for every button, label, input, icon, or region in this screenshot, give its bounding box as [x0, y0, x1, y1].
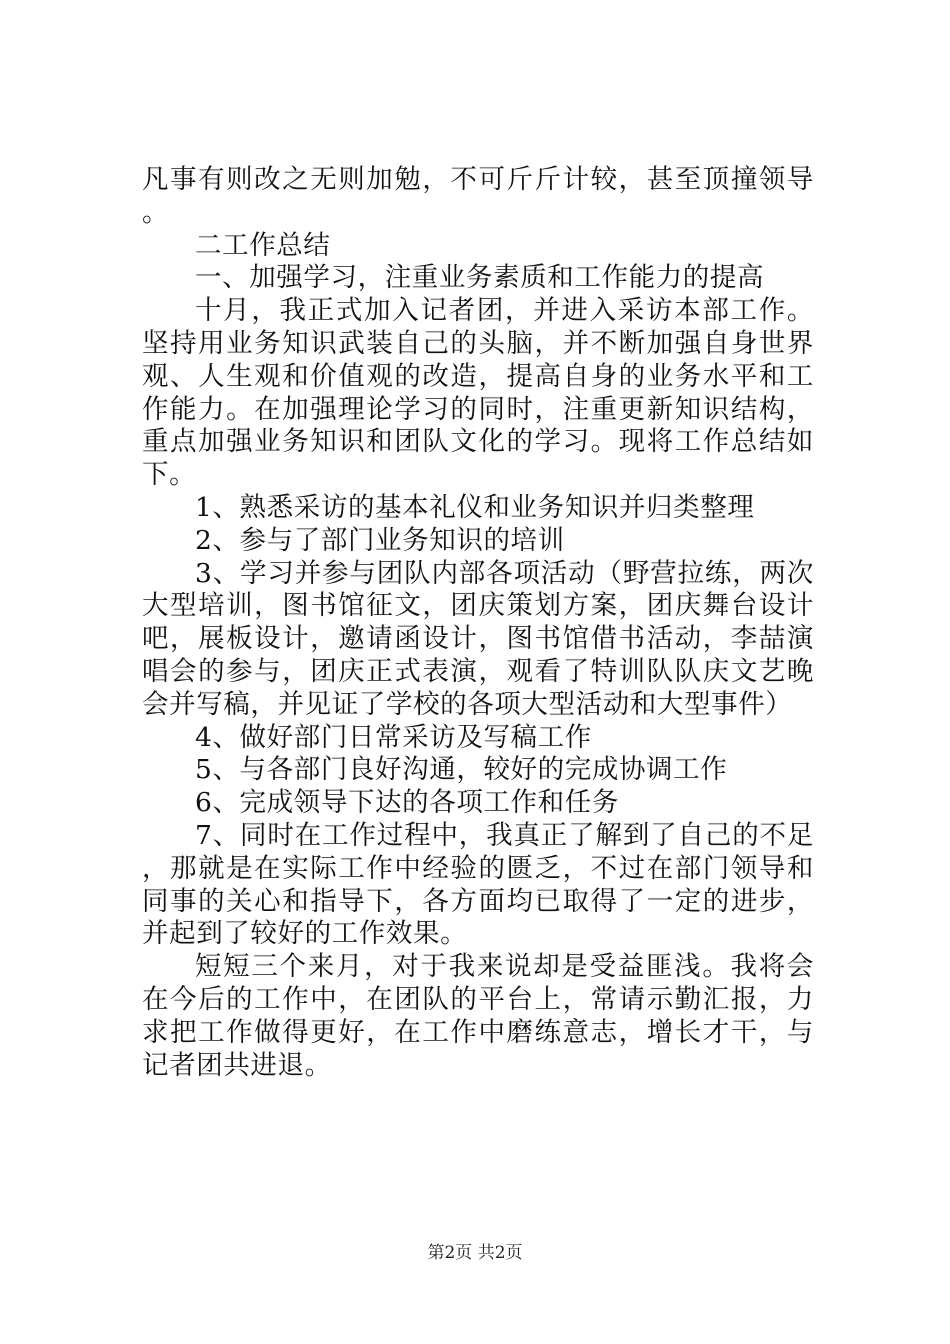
section-heading-work-summary: 二工作总结	[195, 229, 331, 261]
list-item-1: 1、熟悉采访的基本礼仪和业务知识并归类整理	[195, 491, 755, 523]
list-item-3: 3、学习并参与团队内部各项活动（野营拉练，两次大型培训，图书馆征文，团庆策划方案，团庆舞台设计吧，展板设计，邀请函设计，图书馆借书活动，李喆演唱会的参与，团庆正式表演，观看了特训队队庆文艺晚会并写稿，并见证了学校的各项大型活动和大型事件）	[142, 557, 814, 720]
list-item-4: 4、做好部门日常采访及写稿工作	[195, 721, 592, 753]
paragraph-continuation: 凡事有则改之无则加勉，不可斤斤计较，甚至顶撞领导。	[142, 164, 814, 228]
page-number-footer: 第2页 共2页	[427, 1243, 523, 1263]
document-body	[142, 164, 814, 1082]
list-item-2: 2、参与了部门业务知识的培训	[195, 524, 565, 556]
paragraph-intro: 十月，我正式加入记者团，并进入采访本部工作。坚持用业务知识武装自己的头脑，并不断加强自身世界观、人生观和价值观的改造，提高自身的业务水平和工作能力。在加强理论学习的同时，注重更新知识结构，重点加强业务知识和团队文化的学习。现将工作总结如下。	[142, 295, 814, 491]
paragraph-conclusion: 短短三个来月，对于我来说却是受益匪浅。我将会在今后的工作中，在团队的平台上，常请示勤汇报，力求把工作做得更好，在工作中磨练意志，增长才干，与记者团共进退。	[142, 951, 814, 1081]
list-item-5: 5、与各部门良好沟通，较好的完成协调工作	[195, 754, 728, 786]
list-item-6: 6、完成领导下达的各项工作和任务	[195, 787, 619, 819]
list-item-7: 7、同时在工作过程中，我真正了解到了自己的不足，那就是在实际工作中经验的匮乏，不过在部门领导和同事的关心和指导下，各方面均已取得了一定的进步，并起到了较好的工作效果。	[142, 819, 814, 950]
subsection-heading-study: 一、加强学习，注重业务素质和工作能力的提高	[195, 262, 765, 294]
